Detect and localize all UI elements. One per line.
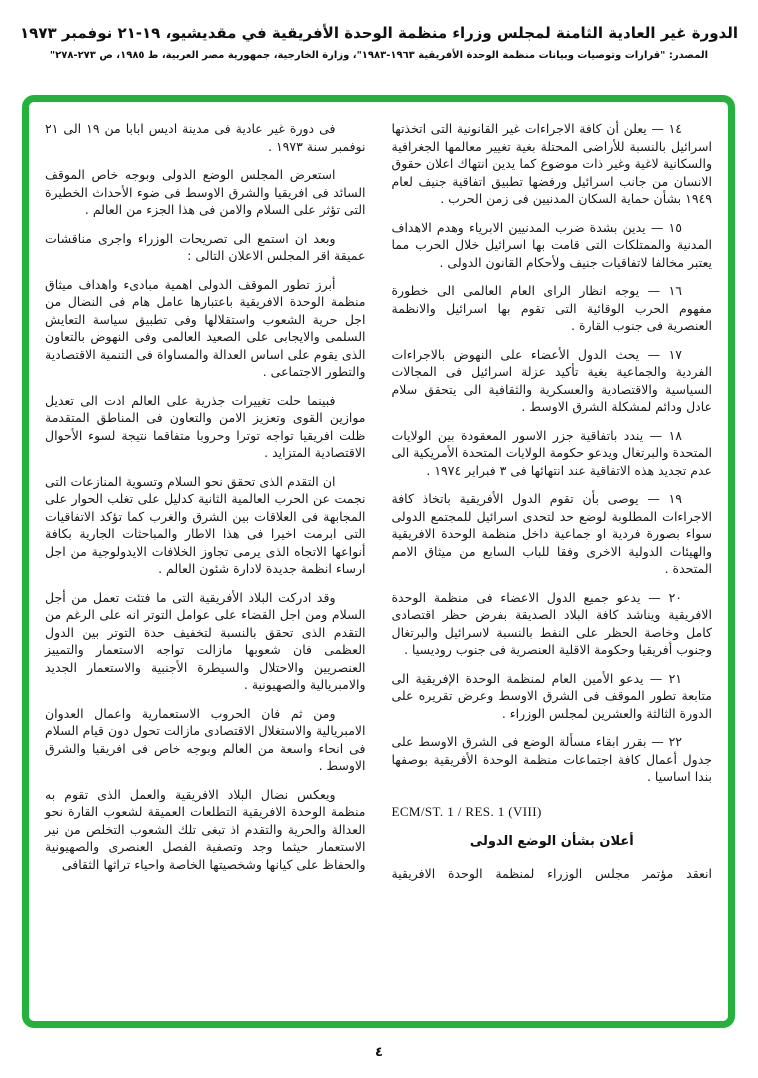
resolution-reference-code: ECM/ST. 1 / RES. 1 (VIII) [391,803,542,819]
resolution-item-17: ١٧ — يحث الدول الأعضاء على النهوض بالاجراءات الفردية والجماعية بغية تأكيد عزلة اسرائيل فى المجالات السياسية والاقتصادية والعسكرية والثقافية الى يتحقق سلام عادل ودائم لمشكلة الشرق الاوسط . [391,346,712,414]
declaration-paragraph-6: ان التقدم الذى تحقق نحو السلام وتسوية المنازعات التى نجمت عن الحرب العالمية الثانية كدليل على تغلب الحوار على المجابهة فى العلاقات بين الشرق والغرب كما تؤكد الاتفاقيات التى ابرمت اخيرا فى هذا الاطار والمباحثات الجارية بكافة أنواعها الاتجاه الذى يرمى تجاوز الخلافات الايدولوجية من اجل ارساء انظمة جديدة لادارة شئون العالم . [45,473,366,576]
column-left-declaration [45,120,366,1013]
document-header [0,0,758,61]
resolution-item-22: ٢٢ — بقرر ابقاء مسألة الوضع فى الشرق الاوسط على جدول أعمال كافة اجتماعات منظمة الوحدة الأفريقية بوصفها بندا اساسيا . [391,734,712,784]
declaration-paragraph-2: استعرض المجلس الوضع الدولى وبوجه خاص الموقف السائد فى افريقيا والشرق الاوسط فى ضوء الأحداث الخطيرة التى تؤثر على السلام والامن فى هذا الجزء من العالم . [45,167,366,217]
two-column-layout [45,120,712,1013]
declaration-paragraph-5: فبينما حلت تغييرات جذرية على العالم ادت الى تعديل موازين القوى وتعزيز الامن والتعاون فى المناطق المتقدمة ظلت افريقيا تواجه توترا وحروبا متفاقما نتيجة لسوء الأحوال الاقتصادية المتزايد . [45,392,366,460]
declaration-heading: أعلان بشأن الوضع الدولى [469,833,634,849]
declaration-opening-line: انعقد مؤتمر مجلس الوزراء لمنظمة الوحدة الافريقية [391,865,712,881]
resolution-item-15: ١٥ — يدين بشدة ضرب المدنيين الابرياء وهدم الاهداف المدنية والممتلكات التى قامت بها اسرائيل خلال الحرب مما يعتبر مخالفا لاتفاقيات جنيف ولأحكام القانون الدولى . [391,219,712,270]
resolution-item-18: ١٨ — يندد باتفاقية جزر الاسور المعقودة بين الولايات المتحدة والبرتغال ويدعو حكومة الولايات المتحدة الأمريكية الى عدم تجديد هذه الاتفاقية عند انتهائها فى ٣ فبراير ١٩٧٤ . [391,427,712,478]
page-number: ٤ [375,1045,383,1060]
resolution-item-21: ٢١ — يدعو الأمين العام لمنظمة الوحدة الإفريقية الى متابعة تطور الموقف فى الشرق الاوسط وعرض تقريره على الدورة الثالثة والعشرين لمجلس الوزراء . [391,670,712,721]
declaration-paragraph-1: فى دورة غير عادية فى مدينة اديس ابابا من ١٩ الى ٢١ نوفمبر سنة ١٩٧٣ . [45,121,366,154]
declaration-paragraph-9: ويعكس نضال البلاد الافريقية والعمل الذى تقوم به منظمة الوحدة الافريقية التطلعات العميقة لشعوب القارة نحو العدالة والحرية والتقدم اذ تبغى تلك الشعوب التخلص من نير الاستعمار حيثما وجد وتصفية الفصل العنصرى والصهيونية والحفاظ على كيانها وشخصيتها الخاصة واحياء تراثها الثقافى [45,786,366,872]
resolution-item-16: ١٦ — يوجه انظار الراى العام العالمى الى خطورة مفهوم الحرب الوقائية التى تقوم بها اسرائيل والانظمة العنصرية فى جنوب القارة . [391,283,712,333]
declaration-paragraph-7: وقد ادركت البلاد الأفريقية التى ما فتئت تعمل من أجل السلام ومن اجل القضاء على عوامل التوتر انه على الرغم من التقدم الذى تحقق بالنسبة لتخفيف حدة التوتر بين الدول العظمى فان شعوبها مازالت تواجه الاستعمار والتمييز العنصريين والاحتلال والسيطرة الأجنبية والاستعمار الجديد والامبريالية والصهيونية . [45,589,366,692]
declaration-paragraph-4: أبرز تطور الموقف الدولى اهمية مبادىء واهداف ميثاق منظمة الوحدة الافريقية باعتبارها عامل هام فى النضال من اجل حرية الشعوب واستقلالها وفى تطبيق سياسة التعايش السلمى والايجابى على الصعيد العالمى وفى النهوض بالتعاون الذى يقوم على اساس العدالة والمساواة فى التنمية الاقتصادية والتطور الاجتماعى . [45,276,366,379]
column-right-resolution [392,120,713,1013]
declaration-paragraph-8: ومن ثم فان الحروب الاستعمارية واعمال العدوان الامبريالية والاستغلال الاقتصادى مازالت تحول دون قيام السلام فى انحاء واسعة من العالم وبوجه خاص فى افريقيا والشرق الاوسط . [45,705,366,773]
content-border-box [22,95,735,1028]
resolution-item-14: ١٤ — يعلن أن كافة الاجراءات غير القانونية التى اتخذتها اسرائيل بالنسبة للأراضى المحتلة بغية تغيير معالمها الجغرافية والسكانية لاغية وغير ذات موضوع كما يدين انتهاك اعلان حقوق الانسان من جانب اسرائيل ورفضها تطبيق اتفاقية جنيف لعام ١٩٤٩ بشأن حماية السكان المدنيين فى زمن الحرب . [391,121,712,206]
resolution-item-19: ١٩ — يوصى بأن تقوم الدول الأفريقية باتخاذ كافة الاجراءات المطلوبة لوضع حد لتحدى اسرائيل للمجتمع الدولى سواء بصورة فردية او جماعية داخل منظمة الوحدة الافريقية والهيئات الدولية الاخرى وفقا للباب السابع من ميثاق الامم المتحدة . [391,491,712,576]
resolution-item-20: ٢٠ — يدعو جميع الدول الاعضاء فى منظمة الوحدة الافريقية ويناشد كافة البلاد الصديقة بفرض حظر اقتصادى كامل وخاصة الحظر على النفط بالنسبة لاسرائيل والبرتغال وجنوب أفريقيا وحكومة الاقلية العنصرية فى جنوب روديسيا . [391,589,712,657]
document-title: الدورة غير العادية الثامنة لمجلس وزراء منظمة الوحدة الأفريقية في مقديشيو، ١٩-٢١ نوفمبر ١٩٧٣ [20,24,738,42]
source-citation: المصدر: "قرارات وتوصيات وبيانات منظمة الوحدة الأفريقية ١٩٦٣-١٩٨٣"، وزارة الخارجية، جمهورية مصر العربية، ط ١٩٨٥، ص ٢٧٣-٢٧٨" [49,50,709,61]
declaration-paragraph-3: وبعد ان استمع الى تصريحات الوزراء واجرى مناقشات عميقة اقر المجلس الاعلان التالى : [45,230,366,263]
